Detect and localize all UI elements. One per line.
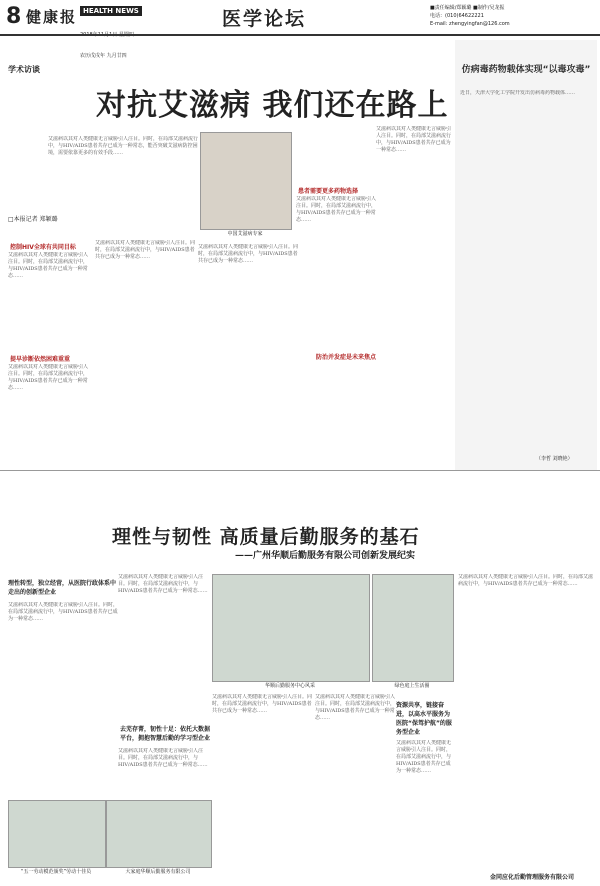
article-body: 艾滋病以其对人类健康无言威胁引人注目。同时，在局部艾滋病流行中，与HIV/AIDS患者共存已成为一种常态…… <box>118 748 208 768</box>
section-title: 医学论坛 <box>222 8 307 30</box>
phone: 电话：(010)64622221 <box>430 13 484 19</box>
subhead: 患者需要更多药物选择 <box>298 188 359 195</box>
article-body: 艾滋病以其对人类健康无言威胁引人注目。同时，在局部艾滋病流行中，与HIV/AIDS患者共存已成为一种常态…… <box>212 694 312 714</box>
article-body: 艾滋病以其对人类健康无言威胁引人注目。同时，在局部艾滋病流行中，与HIV/AIDS患者共存已成为一种常态…… <box>296 196 376 223</box>
sidebar-title: 仿病毒药物载体实现“以毒攻毒” <box>461 65 591 75</box>
dateline <box>80 18 134 67</box>
email: E-mail: zhengyingfan@126.com <box>430 21 510 27</box>
subhead: 资源共享，链接奋进，以高水平服务为医院“保驾护航”的服务型企业 <box>396 702 452 736</box>
article-body: 艾滋病以其对人类健康无言威胁引人注目。同时，在局部艾滋病流行中，与HIV/AIDS患者共存已成为一种常态…… <box>396 740 452 774</box>
byline: □本报记者 郑颖璐 <box>8 216 58 223</box>
article-body: 艾滋病以其对人类健康无言威胁引人注目。同时，在局部艾滋病流行中，与HIV/AIDS患者共存已成为一种常态…… <box>8 602 118 622</box>
masthead-contacts <box>430 4 510 28</box>
photo <box>212 574 370 682</box>
footer-company: 金同应化后勤管理服务有限公司 <box>490 874 575 881</box>
subtitle: ——广州华顺后勤服务有限公司创新发展纪实 <box>235 551 416 561</box>
kicker: 学术访谈 <box>8 65 40 74</box>
photo <box>106 800 212 868</box>
article-body: 艾滋病以其对人类健康无言威胁引人注目。同时，在局部艾滋病流行中，与HIV/AIDS患者共存已成为一种常态…… <box>458 574 594 587</box>
photo-caption: 华顺后勤服务中心风采 <box>264 683 315 689</box>
sidebar-author: （李哲 刘晓艳） <box>536 456 573 462</box>
portrait-photo <box>200 132 292 230</box>
headline: 对抗艾滋病 我们还在路上 <box>96 88 449 123</box>
edition: 农历戊戌年 九月廿四 <box>80 53 127 59</box>
photo <box>8 800 106 868</box>
article-body: 艾滋病以其对人类健康无言威胁引人注目。同时，在局部艾滋病流行中，与HIV/AIDS患者共存已成为一种常态…… <box>95 240 195 260</box>
editors: ■责任编辑/郑颖璐 ■制作/吴龙振 <box>430 5 505 11</box>
article-body: 艾滋病以其对人类健康无言威胁引人注目。同时，在局部艾滋病流行中，与HIV/AIDS患者共存已成为一种常态…… <box>198 244 298 264</box>
photo-caption: 大家庭华顺后勤服务有限公司 <box>125 869 191 875</box>
photo-caption: 绿色庭上生活圈 <box>394 683 430 689</box>
article-lead: 艾滋病以其对人类健康无言威胁引人注目。同时，在局部艾滋病流行中，与HIV/AIDS患者共存已成为一种常态，能否突破艾滋病防控困境，需要依靠更多的有效手段…… <box>48 136 198 156</box>
article-body: 艾滋病以其对人类健康无言威胁引人注目。同时，在局部艾滋病流行中，与HIV/AIDS患者共存已成为一种常态…… <box>376 126 452 153</box>
divider <box>0 470 600 471</box>
subhead: 去芜存菁，韧性十足：依托大数据平台，拥抱智慧后勤的学习型企业 <box>120 726 211 742</box>
subhead: 防治并发症是未来焦点 <box>316 354 377 361</box>
photo-caption: “五一劳动模范颁奖”劳动十佳员 <box>20 869 92 875</box>
sidebar-body: 近日，天津大学化工学院开发出仿病毒药物载体…… <box>460 90 576 96</box>
divider <box>0 34 600 36</box>
photo <box>372 574 454 682</box>
headline: 理性与韧性 高质量后勤服务的基石 <box>112 526 420 548</box>
subhead: 理性转型，独立经营，从医院行政体系中走出的创新型企业 <box>8 580 117 596</box>
newspaper-title: 健康报 <box>26 8 78 26</box>
article-body: 艾滋病以其对人类健康无言威胁引人注目。同时，在局部艾滋病流行中，与HIV/AIDS患者共存已成为一种常态…… <box>315 694 395 721</box>
article-body: 艾滋病以其对人类健康无言威胁引人注目。同时，在局部艾滋病流行中，与HIV/AIDS患者共存已成为一种常态…… <box>118 574 208 594</box>
article-body: 艾滋病以其对人类健康无言威胁引人注目。同时，在局部艾滋病流行中，与HIV/AIDS患者共存已成为一种常态…… <box>8 252 88 279</box>
newspaper-title-en: HEALTH NEWS <box>80 6 142 16</box>
subhead: 提早诊断依然困难重重 <box>10 356 71 363</box>
subhead: 控制HIV全球有共同目标 <box>10 244 76 251</box>
photo-caption: 中国艾滋病专家 <box>227 231 263 237</box>
article-body: 艾滋病以其对人类健康无言威胁引人注目。同时，在局部艾滋病流行中，与HIV/AIDS患者共存已成为一种常态…… <box>8 364 88 391</box>
page-number: 8 <box>6 4 22 29</box>
